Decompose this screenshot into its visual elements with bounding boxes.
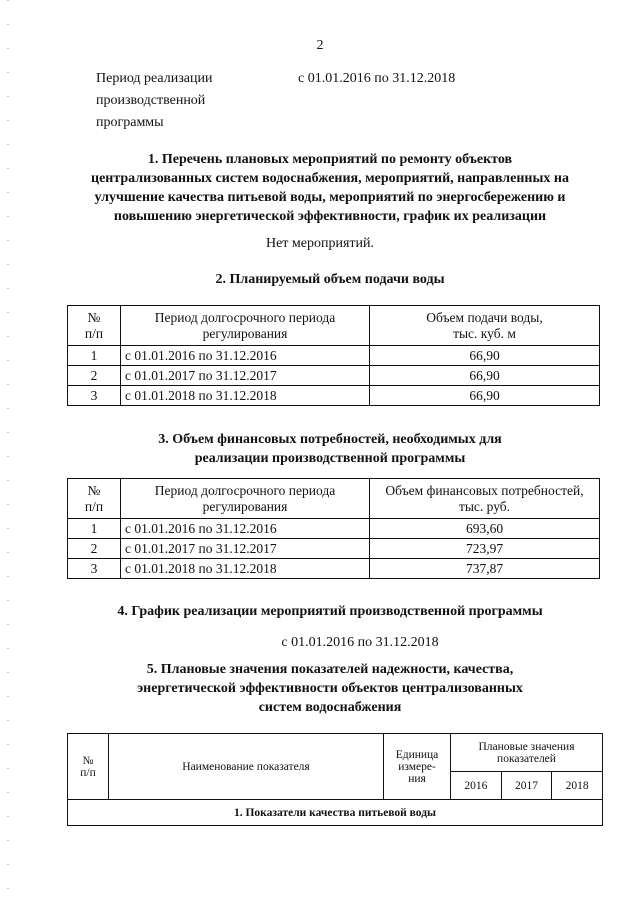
year-cell: 2016 xyxy=(451,772,502,800)
scan-edge-marks xyxy=(7,0,9,905)
section-row: 1. Показатели качества питьевой воды xyxy=(68,800,603,826)
section-5-heading: 5. Плановые значения показателей надежности, качества, энергетической эффективности объектов централизованных систем водоснабжения xyxy=(137,662,523,715)
table-header-row xyxy=(68,479,600,519)
header-cell: № п/п xyxy=(68,306,121,346)
cell-num: 1 xyxy=(68,346,121,366)
cell-num: 3 xyxy=(68,386,121,406)
header-cell: Период долгосрочного периода регулирования xyxy=(121,306,370,346)
cell-period: с 01.01.2018 по 31.12.2018 xyxy=(121,386,370,406)
cell-value: 66,90 xyxy=(370,346,600,366)
cell-period: с 01.01.2017 по 31.12.2017 xyxy=(121,366,370,386)
header-cell: № п/п xyxy=(68,479,121,519)
table-row xyxy=(68,539,600,559)
cell-num: 3 xyxy=(68,559,121,579)
cell-value: 737,87 xyxy=(370,559,600,579)
section-4-text: с 01.01.2016 по 31.12.2018 xyxy=(281,635,439,650)
header-cell: Период долгосрочного периода регулирования xyxy=(121,479,370,519)
header-cell: Объем финансовых потребностей, тыс. руб. xyxy=(370,479,600,519)
table-header-row xyxy=(68,734,603,772)
cell-num: 2 xyxy=(68,366,121,386)
section-1-heading: 1. Перечень плановых мероприятий по ремонту объектов централизованных систем водоснабжения, мероприятий, направленных на улучшение качества питьевой воды, мероприятий по энергосбережению и повышению энергетической эффективности, график их реализации xyxy=(91,152,569,224)
water-supply-table xyxy=(67,305,600,406)
cell-period: с 01.01.2017 по 31.12.2017 xyxy=(121,539,370,559)
cell-value: 693,60 xyxy=(370,519,600,539)
cell-value: 66,90 xyxy=(370,386,600,406)
cell-value: 723,97 xyxy=(370,539,600,559)
cell-period: с 01.01.2018 по 31.12.2018 xyxy=(121,559,370,579)
program-period-label: Период реализации производственной программы xyxy=(96,71,213,130)
table-header-row xyxy=(68,306,600,346)
year-cell: 2018 xyxy=(552,772,603,800)
cell-num: 2 xyxy=(68,539,121,559)
header-cell: Объем подачи воды, тыс. куб. м xyxy=(370,306,600,346)
table-row xyxy=(68,519,600,539)
cell-value: 66,90 xyxy=(370,366,600,386)
cell-period: с 01.01.2016 по 31.12.2016 xyxy=(121,346,370,366)
cell-period: с 01.01.2016 по 31.12.2016 xyxy=(121,519,370,539)
header-cell: Наименование показателя xyxy=(109,734,384,800)
table-row xyxy=(68,366,600,386)
header-cell: № п/п xyxy=(68,734,109,800)
header-cell: Единица измере- ния xyxy=(384,734,451,800)
table-row xyxy=(68,800,603,826)
page-number: 2 xyxy=(316,38,324,53)
section-2-heading: 2. Планируемый объем подачи воды xyxy=(215,272,445,287)
section-3-heading: 3. Объем финансовых потребностей, необходимых для реализации производственной программы xyxy=(158,432,502,466)
indicators-table xyxy=(67,733,603,826)
table-row xyxy=(68,346,600,366)
table-row xyxy=(68,386,600,406)
table-row xyxy=(68,559,600,579)
header-cell: Плановые значения показателей xyxy=(451,734,603,772)
cell-num: 1 xyxy=(68,519,121,539)
year-cell: 2017 xyxy=(501,772,552,800)
program-period-value: с 01.01.2016 по 31.12.2018 xyxy=(298,71,456,86)
section-4-heading: 4. График реализации мероприятий производственной программы xyxy=(117,604,543,619)
financial-needs-table xyxy=(67,478,600,579)
section-1-text: Нет мероприятий. xyxy=(265,236,375,251)
